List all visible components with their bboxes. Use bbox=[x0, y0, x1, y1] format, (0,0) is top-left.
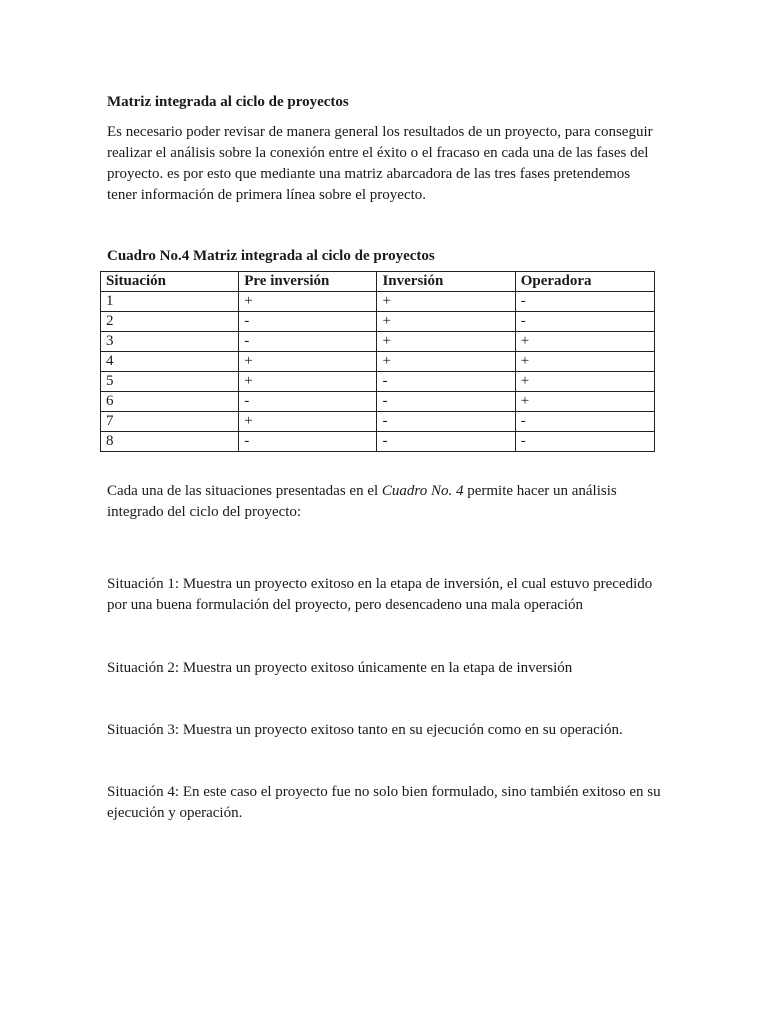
table-cell: + bbox=[239, 412, 377, 432]
table-cell: 2 bbox=[101, 312, 239, 332]
table-row bbox=[101, 372, 655, 392]
table-cell: + bbox=[515, 332, 654, 352]
table-cell: - bbox=[239, 332, 377, 352]
table-cell: 1 bbox=[101, 292, 239, 312]
situation-2-paragraph: Situación 2: Muestra un proyecto exitoso únicamente en la etapa de inversión bbox=[107, 660, 573, 676]
header-operadora: Operadora bbox=[515, 272, 654, 292]
situation-3-paragraph: Situación 3: Muestra un proyecto exitoso tanto en su ejecución como en su operación. bbox=[107, 722, 623, 738]
table-row bbox=[101, 332, 655, 352]
table-cell: + bbox=[377, 352, 515, 372]
table-row bbox=[101, 392, 655, 412]
table-cell: 3 bbox=[101, 332, 239, 352]
table-cell: + bbox=[515, 352, 654, 372]
table-title: Cuadro No.4 Matriz integrada al ciclo de proyectos bbox=[107, 248, 435, 264]
table-cell: - bbox=[515, 312, 654, 332]
table-cell: + bbox=[515, 392, 654, 412]
table-cell: - bbox=[515, 432, 654, 452]
table-cell: - bbox=[515, 292, 654, 312]
table-cell: + bbox=[515, 372, 654, 392]
header-pre-inversion: Pre inversión bbox=[239, 272, 377, 292]
situation-1-paragraph: Situación 1: Muestra un proyecto exitoso en la etapa de inversión, el cual estuvo precedido por una buena formulación del proyecto, pero desencadeno una mala operación bbox=[107, 576, 653, 613]
header-situacion: Situación bbox=[101, 272, 239, 292]
table-cell: + bbox=[239, 352, 377, 372]
table-cell: + bbox=[239, 372, 377, 392]
table-cell: 5 bbox=[101, 372, 239, 392]
situation-4-paragraph: Situación 4: En este caso el proyecto fue no solo bien formulado, sino también exitoso en su ejecución y operación. bbox=[107, 784, 661, 821]
analysis-paragraph bbox=[107, 481, 663, 523]
document-page bbox=[107, 92, 663, 824]
table-row bbox=[101, 412, 655, 432]
table-row bbox=[101, 352, 655, 372]
table-cell: - bbox=[377, 432, 515, 452]
table-cell: + bbox=[377, 332, 515, 352]
table-cell: 4 bbox=[101, 352, 239, 372]
header-inversion: Inversión bbox=[377, 272, 515, 292]
table-cell: - bbox=[377, 392, 515, 412]
table-row bbox=[101, 312, 655, 332]
table-cell: - bbox=[377, 412, 515, 432]
table-cell: + bbox=[239, 292, 377, 312]
analysis-text-after: permite hacer un análisis integrado del ciclo del proyecto: bbox=[107, 483, 617, 520]
analysis-text-before: Cada una de las situaciones presentadas en el bbox=[107, 483, 382, 499]
section-heading: Matriz integrada al ciclo de proyectos bbox=[107, 94, 349, 110]
table-header-row bbox=[101, 272, 655, 292]
table-cell: - bbox=[377, 372, 515, 392]
table-reference: Cuadro No. 4 bbox=[381, 483, 464, 499]
table-row bbox=[101, 292, 655, 312]
table-cell: 6 bbox=[101, 392, 239, 412]
table-row bbox=[101, 432, 655, 452]
intro-paragraph: Es necesario poder revisar de manera general los resultados de un proyecto, para conseguir realizar el análisis sobre la conexión entre el éxito o el fracaso en cada una de las fases del proyecto. es por esto que mediante una matriz abarcadora de las tres fases pretendemos tener información de primera línea sobre el proyecto. bbox=[107, 124, 653, 203]
table-cell: 8 bbox=[101, 432, 239, 452]
table-cell: - bbox=[239, 312, 377, 332]
matrix-table bbox=[100, 271, 655, 452]
table-cell: 7 bbox=[101, 412, 239, 432]
table-cell: - bbox=[239, 432, 377, 452]
table-cell: - bbox=[515, 412, 654, 432]
table-cell: + bbox=[377, 312, 515, 332]
table-cell: + bbox=[377, 292, 515, 312]
table-cell: - bbox=[239, 392, 377, 412]
